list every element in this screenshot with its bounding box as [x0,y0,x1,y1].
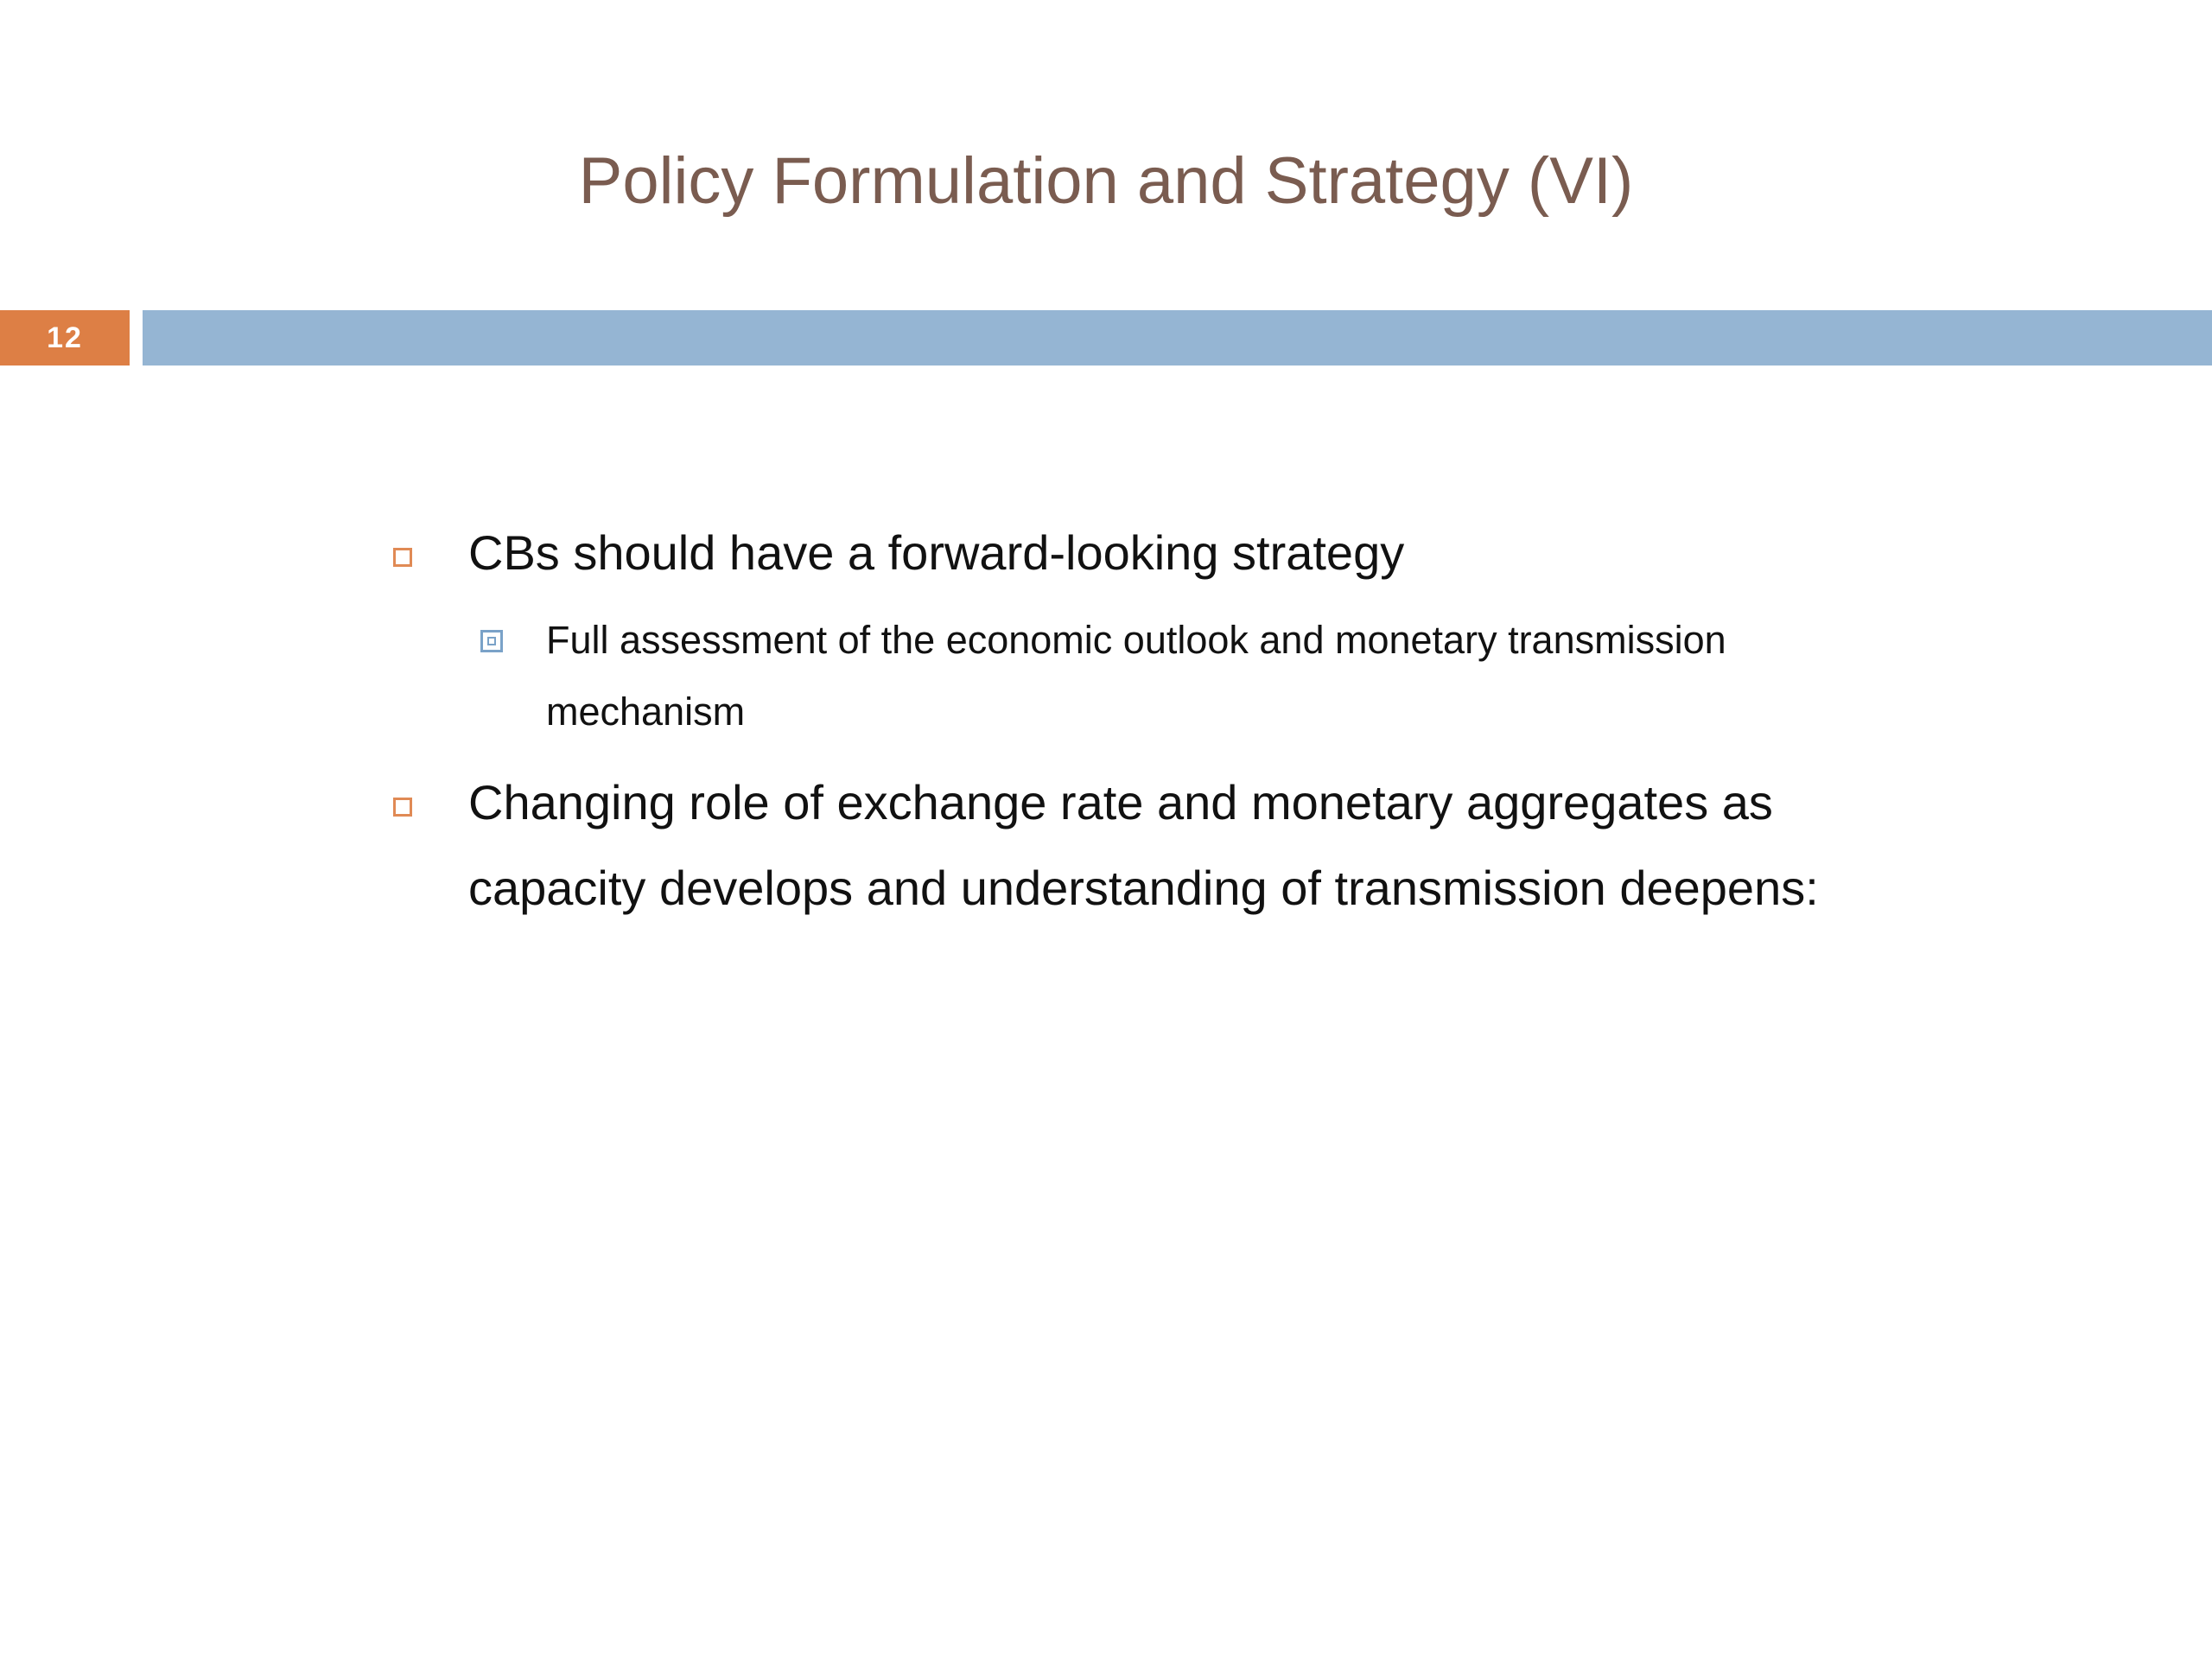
hollow-square-icon [393,548,412,567]
bullet-item [389,760,1858,931]
square-in-square-icon [480,630,503,652]
bullet-text: CBs should have a forward-looking strategy [468,525,1405,580]
slide-content [389,510,1858,939]
sub-bullet-text: Full assessment of the economic outlook and monetary transmission mechanism [546,618,1726,734]
slide-title: Policy Formulation and Strategy (VI) [578,144,1634,218]
header-bar [143,310,2212,365]
bullet-item [389,510,1858,595]
slide-number-badge: 12 [0,310,130,365]
hollow-square-icon [393,798,412,817]
bullet-text: Changing role of exchange rate and monetary aggregates as capacity develops and understanding of transmission deepens: [468,775,1819,915]
sub-bullet-item [389,604,1858,747]
